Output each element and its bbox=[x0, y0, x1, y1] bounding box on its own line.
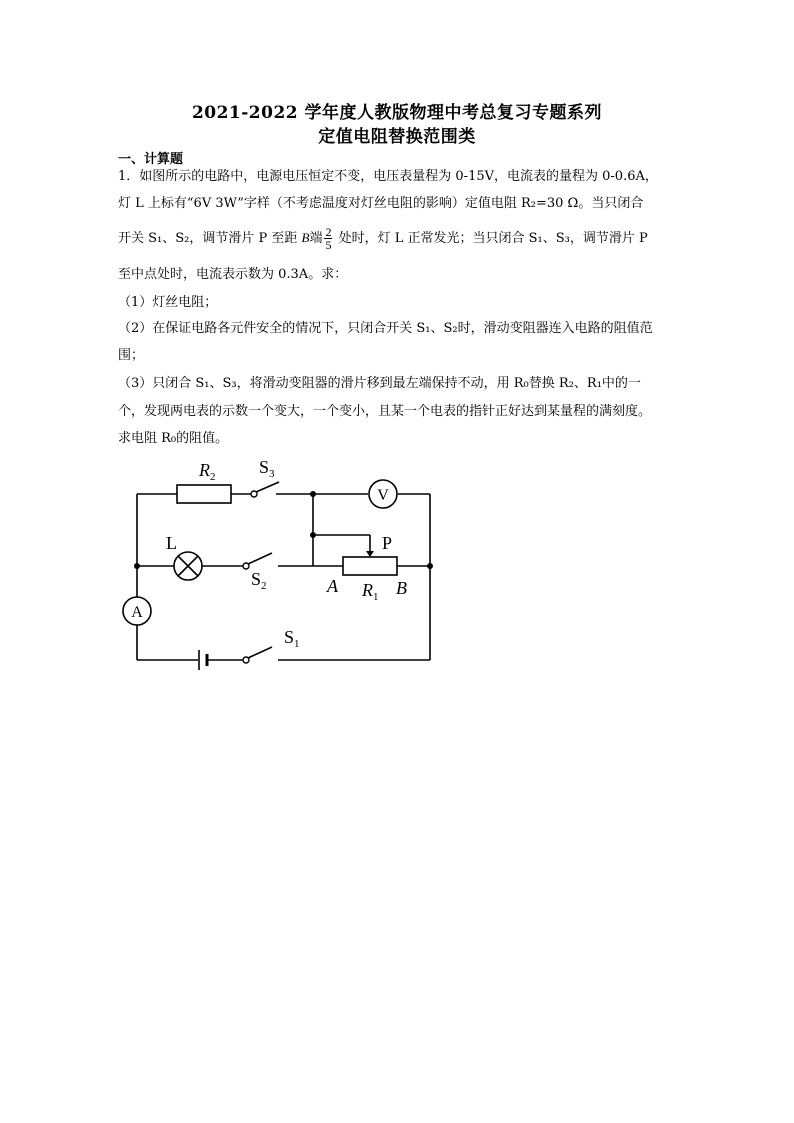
label-end-a: A bbox=[327, 576, 338, 596]
problem-line-2: 灯 L 上标有“6V 3W”字样（不考虑温度对灯丝电阻的影响）定值电阻 R₂=30 Ω。当只闭合 bbox=[118, 196, 644, 211]
problem-line-3-part-c: 端 bbox=[309, 231, 323, 246]
label-ammeter: A bbox=[131, 604, 143, 621]
question-3-line-2: 个，发现两电表的示数一个变大，一个变小，且某一个电表的指针正好达到某量程的满刻度。 bbox=[118, 404, 652, 419]
question-1: （1）灯丝电阻； bbox=[118, 295, 218, 310]
problem-line-3-part-a: 开关 S₁、S₂，调节滑片 P 至距 bbox=[118, 231, 302, 246]
slider-arrow-icon bbox=[366, 551, 374, 557]
label-s2: $S_2$ bbox=[251, 569, 267, 592]
problem-line-1: 1．如图所示的电路中，电源电压恒定不变，电压表量程为 0-15V，电流表的量程为 0-0.6A， bbox=[118, 169, 658, 184]
label-slider-p: P bbox=[382, 533, 393, 553]
switch-s2 bbox=[243, 553, 272, 569]
resistor-r2 bbox=[177, 485, 231, 503]
lamp-l bbox=[174, 552, 202, 580]
label-s1: $S_1$ bbox=[284, 627, 300, 650]
problem-line-3 bbox=[118, 226, 648, 251]
circuit-diagram bbox=[118, 448, 448, 678]
fraction-denominator: 5 bbox=[325, 238, 332, 252]
question-2-line-1: （2）在保证电路各元件安全的情况下，只闭合开关 S₁、S₂时，滑动变阻器连入电路的阻值范 bbox=[118, 321, 653, 336]
section-heading: 一、计算题 bbox=[118, 152, 184, 167]
doc-title-line2: 定值电阻替换范围类 bbox=[318, 127, 476, 147]
switch-s1 bbox=[243, 647, 272, 663]
label-end-b: B bbox=[396, 578, 407, 598]
battery bbox=[199, 650, 207, 670]
question-2-line-2: 围； bbox=[118, 348, 145, 363]
label-lamp: L bbox=[166, 533, 177, 553]
label-s3: $S_3$ bbox=[259, 457, 275, 480]
label-r2: $R_2$ bbox=[199, 460, 216, 483]
question-3-line-3: 求电阻 R₀的阻值。 bbox=[118, 431, 229, 446]
fraction-two-fifths bbox=[324, 226, 332, 251]
switch-s3 bbox=[251, 482, 279, 497]
question-3-line-1: （3）只闭合 S₁、S₃，将滑动变阻器的滑片移到最左端保持不动，用 R₀替换 R₂、R₁中的一 bbox=[118, 376, 641, 391]
label-voltmeter: V bbox=[377, 487, 389, 504]
problem-line-3-part-d: 处时，灯 L 正常发光；当只闭合 S₁、S₃，调节滑片 P bbox=[334, 231, 648, 246]
doc-title-line1: 2021-2022 学年度人教版物理中考总复习专题系列 bbox=[191, 103, 603, 123]
problem-line-4: 至中点处时，电流表示数为 0.3A。求： bbox=[118, 267, 348, 282]
fraction-numerator: 2 bbox=[325, 225, 332, 239]
label-r1: $R_1$ bbox=[362, 580, 379, 603]
rheostat-r1 bbox=[343, 557, 397, 575]
point-b-italic: B bbox=[301, 230, 310, 245]
